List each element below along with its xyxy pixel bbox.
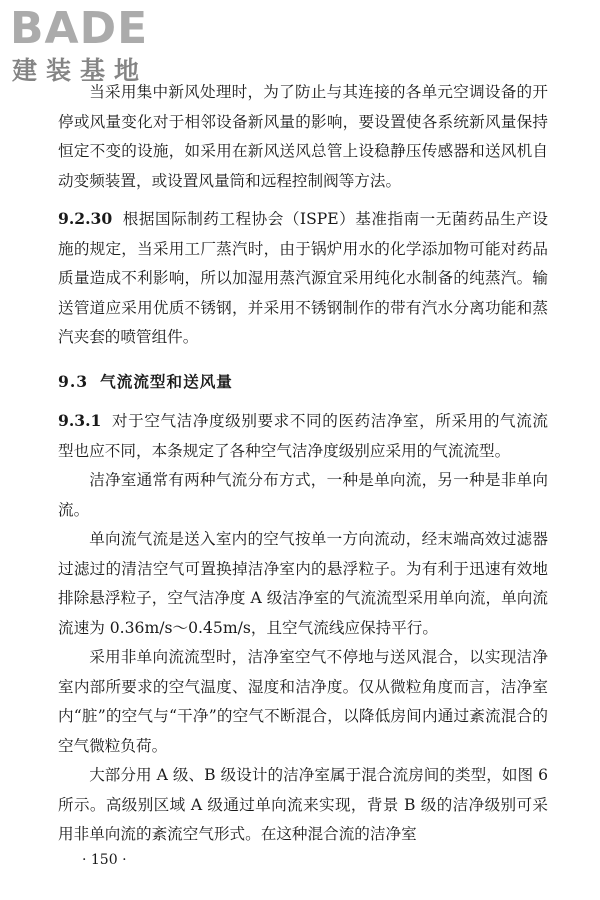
section-number: 9.3 [58, 371, 89, 391]
paragraph-airflow-types: 洁净室通常有两种气流分布方式，一种是单向流，另一种是非单向流。 [58, 471, 548, 519]
section-heading [58, 367, 548, 397]
clause-9-3-1 [58, 406, 548, 466]
paragraph-non-unidirectional: 采用非单向流流型时，洁净室空气不停地与送风混合，以实现洁净室内部所要求的空气温度、湿度和洁净度。仅从微粒角度而言，洁净室内“脏”的空气与“干净”的空气不断混合，以降低房间内通过紊流混合的空气微粒负荷。 [58, 648, 548, 755]
paragraph-unidirectional: 单向流气流是送入室内的空气按单一方向流动，经末端高效过滤器过滤过的清洁空气可置换掉洁净室内的悬浮粒子。为有利于迅速有效地排除悬浮粒子，空气洁净度 A 级洁净室的气流流型采用单向流，单向流流速为 0.36m/s～0.45m/s，且空气流线应保持平行。 [58, 530, 548, 637]
logo-wordmark: BADE [10, 3, 149, 54]
bade-logo [10, 4, 180, 90]
section-title: 气流流型和送风量 [100, 371, 233, 391]
paragraph-mixed-flow: 大部分用 A 级、B 级设计的洁净室属于混合流房间的类型，如图 6 所示。高级别区域 A 级通过单向流来实现，背景 B 级的洁净级别可采用非单向流的紊流空气形式。在这种混合流的洁净室 [58, 766, 548, 843]
clause-text: 根据国际制药工程协会（ISPE）基准指南一无菌药品生产设施的规定，当采用工厂蒸汽时，由于锅炉用水的化学添加物可能对药品质量造成不利影响，所以加湿用蒸汽源宜采用纯化水制备的纯蒸汽。输送管道应采用优质不锈钢，并采用不锈钢制作的带有汽水分离功能和蒸汽夹套的喷管组件。 [58, 210, 548, 346]
page-number: · 150 · [82, 852, 127, 868]
clause-9-2-30 [58, 204, 548, 353]
clause-number: 9.2.30 [58, 209, 113, 228]
logo-subtitle: 建装基地 [12, 56, 149, 85]
document-body [58, 78, 548, 850]
paragraph-fresh-air: 当采用集中新风处理时，为了防止与其连接的各单元空调设备的开停或风量变化对于相邻设备新风量的影响，要设置使各系统新风量保持恒定不变的设施，如采用在新风送风总管上设稳静压传感器和送风机自动变频装置，或设置风量筒和远程控制阀等方法。 [58, 83, 548, 190]
clause-number: 9.3.1 [58, 411, 102, 430]
clause-text: 对于空气洁净度级别要求不同的医药洁净室，所采用的气流流型也应不同，本条规定了各种空气洁净度级别应采用的气流流型。 [58, 412, 548, 460]
